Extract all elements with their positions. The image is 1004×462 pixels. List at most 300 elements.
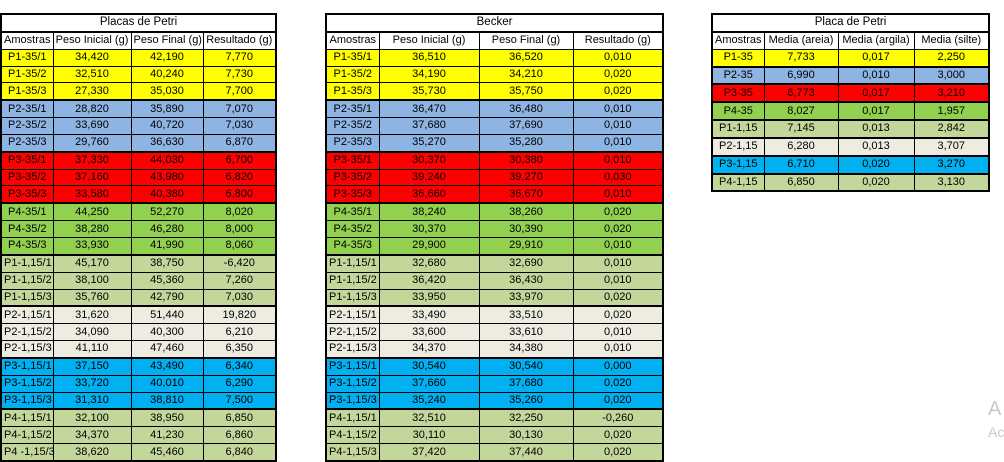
value-cell[interactable]: 0,020 (573, 375, 663, 392)
sample-cell[interactable]: P4-35/1 (1, 203, 53, 220)
table-row (1, 375, 276, 392)
value-cell[interactable]: 35,280 (479, 134, 573, 151)
table-row (1, 409, 276, 426)
value-cell[interactable]: 37,440 (479, 444, 573, 461)
value-cell[interactable]: 34,380 (479, 341, 573, 358)
value-cell[interactable]: 0,010 (573, 118, 663, 135)
value-cell[interactable]: 0,010 (573, 49, 663, 66)
sample-cell[interactable]: P1-35/1 (1, 49, 53, 66)
value-cell[interactable]: 35,760 (53, 289, 131, 306)
value-cell[interactable]: 35,890 (131, 100, 203, 117)
value-cell[interactable]: 36,520 (479, 49, 573, 66)
table-row (326, 186, 663, 203)
column-header[interactable]: Resultado (g) (573, 32, 663, 49)
value-cell[interactable]: 0,017 (838, 49, 914, 66)
value-cell[interactable]: 39,270 (479, 169, 573, 186)
value-cell[interactable]: 44,250 (53, 203, 131, 220)
value-cell[interactable]: 8,020 (203, 203, 276, 220)
value-cell[interactable]: 37,150 (53, 358, 131, 375)
sample-cell[interactable]: P4-1,15 (712, 174, 764, 192)
value-cell[interactable]: 33,690 (53, 118, 131, 135)
value-cell[interactable]: 38,620 (53, 444, 131, 461)
placas-de-petri-table (0, 13, 277, 462)
value-cell[interactable]: 32,690 (479, 255, 573, 272)
value-cell[interactable]: 6,800 (203, 186, 276, 203)
value-cell[interactable]: 6,850 (764, 174, 838, 192)
column-header[interactable]: Media (areia) (764, 32, 838, 49)
table-row (1, 324, 276, 341)
value-cell[interactable]: 42,790 (131, 289, 203, 306)
value-cell[interactable]: 34,190 (379, 66, 479, 83)
sample-cell[interactable]: P3-1,15/3 (1, 392, 53, 409)
table-row (1, 186, 276, 203)
table-row (712, 67, 989, 85)
value-cell[interactable]: 0,030 (573, 169, 663, 186)
value-cell[interactable]: 1,957 (914, 102, 989, 120)
column-header[interactable]: Peso Inicial (g) (379, 32, 479, 49)
sample-cell[interactable]: P3-1,15/1 (326, 358, 379, 375)
value-cell[interactable]: 44,030 (131, 152, 203, 169)
table-row (326, 272, 663, 289)
value-cell[interactable]: 31,310 (53, 392, 131, 409)
value-cell[interactable]: 7,730 (203, 66, 276, 83)
value-cell[interactable]: 35,270 (379, 134, 479, 151)
value-cell[interactable]: 2,842 (914, 120, 989, 138)
value-cell[interactable]: 35,240 (379, 392, 479, 409)
value-cell[interactable]: 0,017 (838, 84, 914, 102)
value-cell[interactable]: 0,020 (573, 83, 663, 100)
value-cell[interactable]: 0,010 (573, 255, 663, 272)
table-row (1, 272, 276, 289)
value-cell[interactable]: 30,380 (479, 152, 573, 169)
value-cell[interactable]: 7,070 (203, 100, 276, 117)
value-cell[interactable]: 7,145 (764, 120, 838, 138)
value-cell[interactable]: 33,950 (379, 289, 479, 306)
value-cell[interactable]: 33,970 (479, 289, 573, 306)
sample-cell[interactable]: P4-1,15/2 (1, 427, 53, 444)
sample-cell[interactable]: P4-35/2 (1, 221, 53, 238)
value-cell[interactable]: 6,850 (203, 409, 276, 426)
value-cell[interactable]: 52,270 (131, 203, 203, 220)
value-cell[interactable]: 0,020 (573, 221, 663, 238)
value-cell[interactable]: 36,630 (131, 134, 203, 151)
value-cell[interactable]: 46,280 (131, 221, 203, 238)
value-cell[interactable]: 37,690 (479, 118, 573, 135)
sample-cell[interactable]: P4-35/1 (326, 203, 379, 220)
value-cell[interactable]: 33,930 (53, 237, 131, 254)
value-cell[interactable]: 6,700 (203, 152, 276, 169)
table-row (326, 118, 663, 135)
table-row (712, 120, 989, 138)
value-cell[interactable]: 0,020 (573, 306, 663, 323)
sample-cell[interactable]: P3-35/3 (1, 186, 53, 203)
becker-table (325, 13, 664, 462)
value-cell[interactable]: 35,750 (479, 83, 573, 100)
value-cell[interactable]: 38,100 (53, 272, 131, 289)
column-header[interactable]: Resultado (g) (203, 32, 276, 49)
table-row (326, 203, 663, 220)
value-cell[interactable]: 37,160 (53, 169, 131, 186)
value-cell[interactable]: 34,210 (479, 66, 573, 83)
value-cell[interactable]: 7,030 (203, 118, 276, 135)
value-cell[interactable]: 0,000 (573, 358, 663, 375)
table-row (712, 174, 989, 192)
sample-cell[interactable]: P2-1,15/1 (326, 306, 379, 323)
value-cell[interactable]: 6,870 (203, 134, 276, 151)
sample-cell[interactable]: P3-35/2 (326, 169, 379, 186)
table-row (1, 392, 276, 409)
sample-cell[interactable]: P2-1,15 (712, 138, 764, 156)
table-row (1, 203, 276, 220)
table-row (1, 341, 276, 358)
table-row (326, 358, 663, 375)
sample-cell[interactable]: P4-35 (712, 102, 764, 120)
table-row (326, 237, 663, 254)
table-row (326, 100, 663, 117)
value-cell[interactable]: 37,420 (379, 444, 479, 461)
value-cell[interactable]: 0,020 (573, 203, 663, 220)
table-row (326, 83, 663, 100)
value-cell[interactable]: 30,370 (379, 221, 479, 238)
value-cell[interactable]: 0,010 (573, 324, 663, 341)
value-cell[interactable]: 29,760 (53, 134, 131, 151)
value-cell[interactable]: 33,720 (53, 375, 131, 392)
value-cell[interactable]: 40,300 (131, 324, 203, 341)
value-cell[interactable]: 19,820 (203, 306, 276, 323)
value-cell[interactable]: 0,020 (573, 392, 663, 409)
table-row (1, 134, 276, 151)
value-cell[interactable]: 33,510 (479, 306, 573, 323)
value-cell[interactable]: 45,170 (53, 255, 131, 272)
value-cell[interactable]: 39,240 (379, 169, 479, 186)
sample-cell[interactable]: P2-35/3 (1, 134, 53, 151)
value-cell[interactable]: 33,490 (379, 306, 479, 323)
value-cell[interactable]: 43,490 (131, 358, 203, 375)
value-cell[interactable]: 7,030 (203, 289, 276, 306)
table-row (326, 134, 663, 151)
value-cell[interactable]: 0,020 (838, 174, 914, 192)
value-cell[interactable]: -6,420 (203, 255, 276, 272)
sample-cell[interactable]: P2-1,15/3 (326, 341, 379, 358)
value-cell[interactable]: 0,020 (838, 156, 914, 174)
value-cell[interactable]: 36,510 (379, 49, 479, 66)
sample-cell[interactable]: P1-1,15 (712, 120, 764, 138)
value-cell[interactable]: 29,900 (379, 237, 479, 254)
column-header[interactable]: Amostras (712, 32, 764, 49)
value-cell[interactable]: 6,280 (764, 138, 838, 156)
value-cell[interactable]: 34,370 (379, 341, 479, 358)
value-cell[interactable]: 34,370 (53, 427, 131, 444)
table-row (712, 156, 989, 174)
table-row (1, 237, 276, 254)
sample-cell[interactable]: P3-1,15/1 (1, 358, 53, 375)
sample-cell[interactable]: P4-1,15/1 (326, 409, 379, 426)
sample-cell[interactable]: P4 -1,15/3 (1, 444, 53, 461)
value-cell[interactable]: 33,610 (479, 324, 573, 341)
sample-cell[interactable]: P2-35/2 (1, 118, 53, 135)
sample-cell[interactable]: P3-1,15/3 (326, 392, 379, 409)
value-cell[interactable]: 3,130 (914, 174, 989, 192)
value-cell[interactable]: 29,910 (479, 237, 573, 254)
value-cell[interactable]: 7,770 (203, 49, 276, 66)
value-cell[interactable]: 32,510 (53, 66, 131, 83)
sample-cell[interactable]: P3-35/1 (326, 152, 379, 169)
sample-cell[interactable]: P2-1,15/3 (1, 341, 53, 358)
table-row (1, 152, 276, 169)
value-cell[interactable]: 37,680 (379, 118, 479, 135)
table-row (326, 49, 663, 66)
column-header[interactable]: Peso Final (g) (479, 32, 573, 49)
table-row (326, 152, 663, 169)
sample-cell[interactable]: P2-1,15/2 (326, 324, 379, 341)
value-cell[interactable]: 43,980 (131, 169, 203, 186)
sample-cell[interactable]: P2-1,15/1 (1, 306, 53, 323)
sample-cell[interactable]: P1-35/2 (1, 66, 53, 83)
value-cell[interactable]: 2,250 (914, 49, 989, 66)
table-row (1, 83, 276, 100)
value-cell[interactable]: 40,240 (131, 66, 203, 83)
value-cell[interactable]: 0,013 (838, 138, 914, 156)
table-row (1, 306, 276, 323)
value-cell[interactable]: 41,990 (131, 237, 203, 254)
sample-cell[interactable]: P2-35/3 (326, 134, 379, 151)
value-cell[interactable]: 3,000 (914, 67, 989, 85)
sample-cell[interactable]: P3-35/3 (326, 186, 379, 203)
table-row (712, 84, 989, 102)
table-row (1, 444, 276, 461)
table-row (326, 289, 663, 306)
value-cell[interactable]: 42,190 (131, 49, 203, 66)
column-header[interactable]: Media (silte) (914, 32, 989, 49)
value-cell[interactable]: 30,370 (379, 152, 479, 169)
value-cell[interactable]: 33,600 (379, 324, 479, 341)
sample-cell[interactable]: P4-35/3 (1, 237, 53, 254)
table-row (326, 324, 663, 341)
column-header[interactable]: Amostras (326, 32, 379, 49)
table-row (326, 427, 663, 444)
value-cell[interactable]: 0,020 (573, 427, 663, 444)
value-cell[interactable]: 0,010 (838, 67, 914, 85)
value-cell[interactable]: 38,950 (131, 409, 203, 426)
value-cell[interactable]: 30,110 (379, 427, 479, 444)
value-cell[interactable]: 6,340 (203, 358, 276, 375)
value-cell[interactable]: 36,470 (379, 100, 479, 117)
value-cell[interactable]: 0,020 (573, 289, 663, 306)
value-cell[interactable]: 35,730 (379, 83, 479, 100)
value-cell[interactable]: 6,710 (764, 156, 838, 174)
sample-cell[interactable]: P2-35/1 (326, 100, 379, 117)
value-cell[interactable]: 32,250 (479, 409, 573, 426)
value-cell[interactable]: 0,013 (838, 120, 914, 138)
table-row (326, 392, 663, 409)
value-cell[interactable]: 37,660 (379, 375, 479, 392)
sample-cell[interactable]: P1-35/2 (326, 66, 379, 83)
sample-cell[interactable]: P1-1,15/3 (1, 289, 53, 306)
table-row (326, 221, 663, 238)
value-cell[interactable]: 6,990 (764, 67, 838, 85)
value-cell[interactable]: 3,270 (914, 156, 989, 174)
sample-cell[interactable]: P2-35/2 (326, 118, 379, 135)
value-cell[interactable]: 0,010 (573, 272, 663, 289)
value-cell[interactable]: 0,010 (573, 186, 663, 203)
value-cell[interactable]: 32,680 (379, 255, 479, 272)
value-cell[interactable]: 37,680 (479, 375, 573, 392)
table-title: Becker (326, 14, 663, 32)
value-cell[interactable]: 6,840 (203, 444, 276, 461)
value-cell[interactable]: 30,540 (479, 358, 573, 375)
value-cell[interactable]: 30,130 (479, 427, 573, 444)
sample-cell[interactable]: P1-1,15/1 (1, 255, 53, 272)
table-row (1, 358, 276, 375)
table-row (326, 306, 663, 323)
value-cell[interactable]: 0,010 (573, 341, 663, 358)
value-cell[interactable]: 30,390 (479, 221, 573, 238)
value-cell[interactable]: 45,460 (131, 444, 203, 461)
value-cell[interactable]: 6,210 (203, 324, 276, 341)
value-cell[interactable]: 45,360 (131, 272, 203, 289)
sample-cell[interactable]: P3-35 (712, 84, 764, 102)
value-cell[interactable]: 40,720 (131, 118, 203, 135)
value-cell[interactable]: 38,750 (131, 255, 203, 272)
value-cell[interactable]: 36,670 (479, 186, 573, 203)
value-cell[interactable]: 37,330 (53, 152, 131, 169)
value-cell[interactable]: 32,510 (379, 409, 479, 426)
sample-cell[interactable]: P4-35/3 (326, 237, 379, 254)
table-row (1, 100, 276, 117)
placa-de-petri-media-table (711, 13, 990, 192)
value-cell[interactable]: 0,020 (573, 66, 663, 83)
value-cell[interactable]: 40,010 (131, 375, 203, 392)
sample-cell[interactable]: P4-1,15/3 (326, 444, 379, 461)
value-cell[interactable]: 32,100 (53, 409, 131, 426)
sample-cell[interactable]: P4-35/2 (326, 221, 379, 238)
value-cell[interactable]: -0,260 (573, 409, 663, 426)
sample-cell[interactable]: P3-35/1 (1, 152, 53, 169)
table-row (1, 118, 276, 135)
value-cell[interactable]: 34,420 (53, 49, 131, 66)
sample-cell[interactable]: P1-1,15/2 (1, 272, 53, 289)
value-cell[interactable]: 7,500 (203, 392, 276, 409)
sample-cell[interactable]: P3-1,15/2 (326, 375, 379, 392)
sample-cell[interactable]: P1-35 (712, 49, 764, 66)
sample-cell[interactable]: P2-1,15/2 (1, 324, 53, 341)
value-cell[interactable]: 27,330 (53, 83, 131, 100)
value-cell[interactable]: 6,350 (203, 341, 276, 358)
value-cell[interactable]: 8,060 (203, 237, 276, 254)
watermark-text: A (988, 398, 1002, 420)
value-cell[interactable]: 7,700 (203, 83, 276, 100)
sample-cell[interactable]: P4-1,15/2 (326, 427, 379, 444)
value-cell[interactable]: 36,430 (479, 272, 573, 289)
value-cell[interactable]: 7,733 (764, 49, 838, 66)
value-cell[interactable]: 36,660 (379, 186, 479, 203)
table-row (1, 221, 276, 238)
value-cell[interactable]: 6,773 (764, 84, 838, 102)
sample-cell[interactable]: P2-35 (712, 67, 764, 85)
value-cell[interactable]: 6,860 (203, 427, 276, 444)
value-cell[interactable]: 0,020 (573, 444, 663, 461)
table-row (326, 341, 663, 358)
value-cell[interactable]: 3,707 (914, 138, 989, 156)
table-row (1, 427, 276, 444)
column-header[interactable]: Peso Final (g) (131, 32, 203, 49)
column-header[interactable]: Amostras (1, 32, 53, 49)
value-cell[interactable]: 0,017 (838, 102, 914, 120)
table-row (712, 138, 989, 156)
table-row (1, 169, 276, 186)
value-cell[interactable]: 7,260 (203, 272, 276, 289)
value-cell[interactable]: 28,820 (53, 100, 131, 117)
value-cell[interactable]: 36,420 (379, 272, 479, 289)
sample-cell[interactable]: P1-35/3 (326, 83, 379, 100)
value-cell[interactable]: 0,010 (573, 237, 663, 254)
table-row (712, 49, 989, 66)
table-row (1, 289, 276, 306)
table-title: Placa de Petri (712, 14, 989, 32)
table-row (1, 49, 276, 66)
value-cell[interactable]: 31,620 (53, 306, 131, 323)
value-cell[interactable]: 41,230 (131, 427, 203, 444)
value-cell[interactable]: 38,240 (379, 203, 479, 220)
table-row (326, 66, 663, 83)
value-cell[interactable]: 3,210 (914, 84, 989, 102)
value-cell[interactable]: 38,260 (479, 203, 573, 220)
table-row (712, 102, 989, 120)
value-cell[interactable]: 38,280 (53, 221, 131, 238)
sample-cell[interactable]: P4-1,15/1 (1, 409, 53, 426)
value-cell[interactable]: 8,000 (203, 221, 276, 238)
table-row (326, 444, 663, 461)
sample-cell[interactable]: P3-1,15/2 (1, 375, 53, 392)
table-row (326, 169, 663, 186)
table-title: Placas de Petri (1, 14, 276, 32)
value-cell[interactable]: 40,380 (131, 186, 203, 203)
value-cell[interactable]: 33,580 (53, 186, 131, 203)
sample-cell[interactable]: P3-35/2 (1, 169, 53, 186)
sample-cell[interactable]: P1-1,15/1 (326, 255, 379, 272)
value-cell[interactable]: 6,290 (203, 375, 276, 392)
value-cell[interactable]: 47,460 (131, 341, 203, 358)
value-cell[interactable]: 0,010 (573, 152, 663, 169)
value-cell[interactable]: 34,090 (53, 324, 131, 341)
sample-cell[interactable]: P3-1,15 (712, 156, 764, 174)
table-row (326, 255, 663, 272)
value-cell[interactable]: 30,540 (379, 358, 479, 375)
sample-cell[interactable]: P2-35/1 (1, 100, 53, 117)
value-cell[interactable]: 38,810 (131, 392, 203, 409)
value-cell[interactable]: 0,010 (573, 100, 663, 117)
table-row (1, 255, 276, 272)
value-cell[interactable]: 35,260 (479, 392, 573, 409)
value-cell[interactable]: 36,480 (479, 100, 573, 117)
sample-cell[interactable]: P1-35/1 (326, 49, 379, 66)
column-header[interactable]: Peso Inicial (g) (53, 32, 131, 49)
value-cell[interactable]: 6,820 (203, 169, 276, 186)
table-row (1, 66, 276, 83)
value-cell[interactable]: 8,027 (764, 102, 838, 120)
table-row (326, 375, 663, 392)
sample-cell[interactable]: P1-1,15/3 (326, 289, 379, 306)
column-header[interactable]: Media (argila) (838, 32, 914, 49)
value-cell[interactable]: 51,440 (131, 306, 203, 323)
value-cell[interactable]: 0,010 (573, 134, 663, 151)
value-cell[interactable]: 41,110 (53, 341, 131, 358)
value-cell[interactable]: 35,030 (131, 83, 203, 100)
sample-cell[interactable]: P1-35/3 (1, 83, 53, 100)
table-row (326, 409, 663, 426)
watermark-text: Ac (988, 424, 1004, 440)
sample-cell[interactable]: P1-1,15/2 (326, 272, 379, 289)
